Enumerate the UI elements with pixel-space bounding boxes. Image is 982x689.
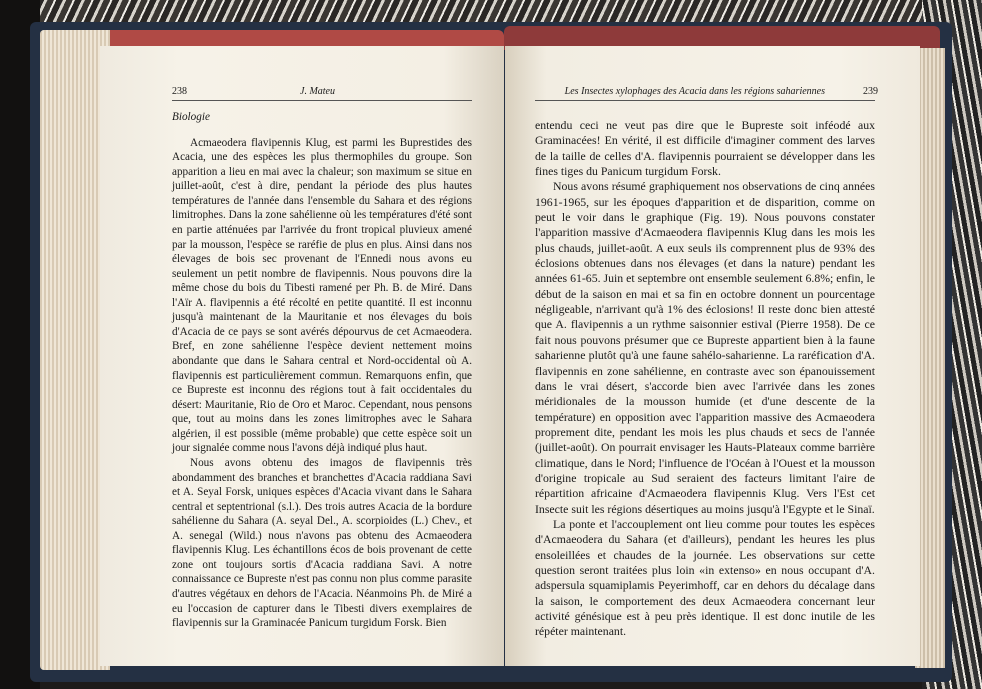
left-page-body	[172, 110, 472, 631]
paragraph-continued: entendu ceci ne veut pas dire que le Bupreste soit inféodé aux Graminacées! En vérité, il est difficile d'imaginer comment des larves de la taille de celles d'A. flavipennis pourraient se développer dans les fines tiges du Panicum turgidum Forsk.	[535, 118, 875, 179]
right-page-body	[535, 118, 875, 640]
section-heading: Biologie	[172, 111, 210, 123]
paragraph: Acmaeodera flavipennis Klug, est parmi les Buprestides des Acacia, une des espèces les plus thermophiles du groupe. Son apparition a lieu en mai avec la chaleur; son maximum se situe en juillet-août, c'est à dire, pendant la période des plus hautes températures de l'année dans l'ensemble du Sahara et des régions limitrophes. Dans la zone sahélienne où les températures d'été sont en partie atténuées par l'arrivée du front tropical pluvieux amené par la mousson, l'espèce se raréfie de plus en plus. Ainsi dans nos élevages de bois sec provenant de l'Ennedi nous avons eu seulement un petit nombre de flavipennis. Nous pouvons dire la même chose du bois du Tibesti ramené per Ph. B. de Miré. Dans l'Aïr A. flavipennis a été récolté en petite quantité. Il est inconnu jusqu'à maintenant de la Mauritanie et nos élevages du bois d'Acacia de ce pays se sont avérés dépourvus de cet Acmaeodera. Bref, en zone sahélienne l'espèce devient nettement moins abondante que dans le Sahara central et Nord-occidental où A. flavipennis est particulièrement commun. Remarquons enfin, que ce Bupreste est inconnu des régions tout à fait occidentales du désert: Mauritanie, Rio de Oro et Maroc. Cependant, nous pensons que, tout au moins dans les zones limitrophes avec le Sahara algérien, il est possible (même probable) que cette espèce soit un jour signalée comme nous l'avons déjà indiqué plus haut.	[172, 136, 472, 455]
right-running-head: Les Insectes xylophages des Acacia dans les régions sahariennes	[564, 86, 825, 97]
left-page-number: 238	[172, 86, 187, 97]
paragraph: Nous avons obtenu des imagos de flavipennis très abondamment des branches et branchettes d'Acacia raddiana Savi et A. Seyal Forsk, uniques espèces d'Acacia vivant dans le Sahara central et septentrional (s.l.). Des trois autres Acacia de la bordure sahélienne du Sahara (A. seyal Del., A. scorpioides (L.) Chev., et A. senegal (Wild.) nous n'avons pas obtenu des Acmaeodera flavipennis Klug. Les échantillons écos de bois provenant de cette zone ont toujours sortis d'Acacia raddiana Savi. A notre connaissance ce Bupreste n'est pas connu non plus comme parasite d'autres végétaux en dehors de l'Acacia. Néanmoins Ph. de Miré a eu l'occasion de capturer dans le Tibesti divers exemplaires de flavipennis sur la Graminacée Panicum turgidum Forsk. Bien	[172, 456, 472, 630]
right-page	[505, 46, 920, 666]
left-page	[100, 46, 504, 666]
paragraph: Nous avons résumé graphiquement nos observations de cinq années 1961-1965, sur les époques d'apparition et de disparition, comme on peut le voir dans le graphique (Fig. 19). Nous pouvons constater l'apparition massive d'Acmaeodera flavipennis Klug dans les mois les plus chauds, juillet-août. A eux seuls ils comprennent plus de 93% des éclosions obtenues dans nos élevages (et dans la nature) pendant les années 61-65. Juin et septembre ont ensemble seulement 6.8%; enfin, le début de la saison en mai et sa fin en octobre donnent un pourcentage négligeable, n'arrivant qu'à 1% des éclosions! Il reste donc bien attesté que A. flavipennis a un rythme saisonnier estival (Pierre 1958). De ce fait nous pouvons présumer que ce Bupreste appartient bien à la faune saharienne plutôt qu'à une faune sahélo-saharienne. La raréfication d'A. flavipennis en zone sahélienne, en contraste avec son épanouissement dans le vrai désert, s'accorde bien avec l'arrivée dans les zones méridionales de la mousson humide (et d'une descente de la température) en opposition avec l'apparition massive des Acmaeodera proprement dite, pendant les mois les plus chauds et secs de l'année (juillet-août). On pourrait envisager les Hauts-Plateaux comme barrière climatique, dans le Nord; l'influence de l'Océan à l'Ouest et la mousson d'origine tropicale au Sud seraient des facteurs limitant l'aire de répartition africaine d'Acmaeodera flavipennis Klug. Vers l'Est cet Insecte suit les régions désertiques au moins jusqu'à l'Egypte et le Sinaï.	[535, 179, 875, 516]
paragraph: La ponte et l'accouplement ont lieu comme pour toutes les espèces d'Acmaeodera du Sahara (et d'ailleurs), pendant les heures les plus ensoleillées et chaudes de la journée. Les observations sur cette question seront traitées plus loin «in extenso» en nous occupant d'A. adspersula squamiplamis Peyerimhoff, car en dehors du décalage dans la saison, le comportement des deux Acmaeodera concernant leur activité génésique est à peu près identique. Il est donc inutile de les répéter maintenant.	[535, 516, 875, 639]
left-running-head: J. Mateu	[300, 86, 335, 97]
right-page-number: 239	[863, 86, 878, 97]
